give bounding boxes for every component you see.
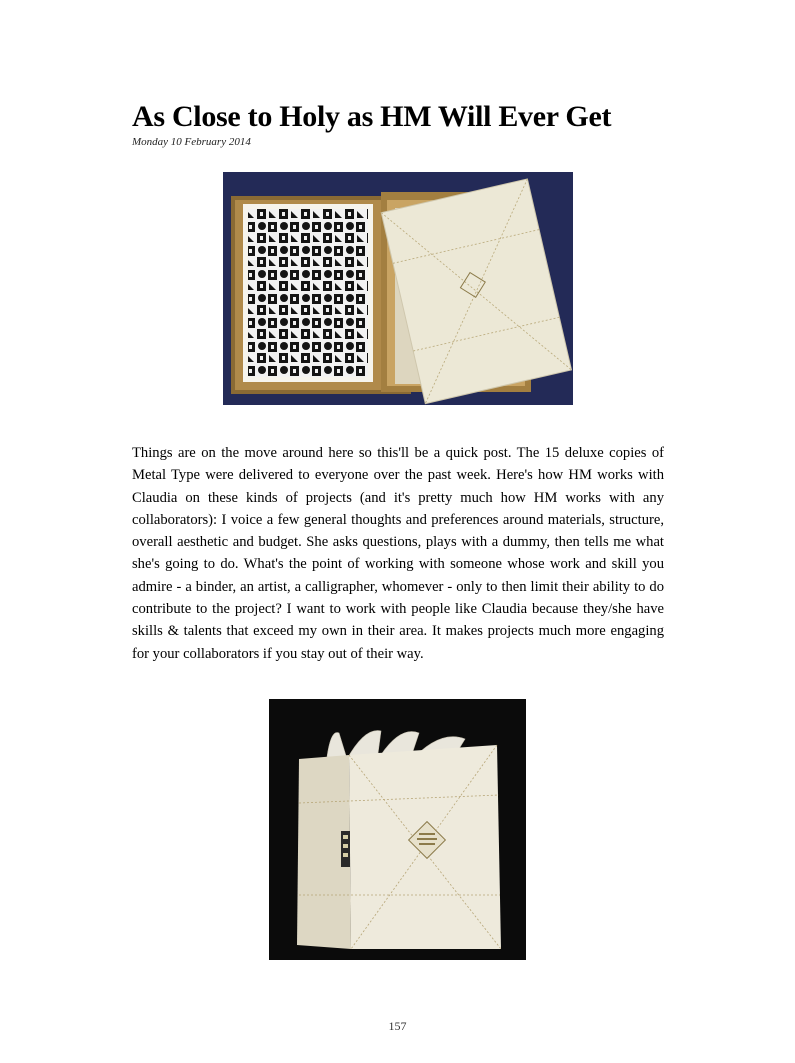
page-number: 157 <box>388 1019 407 1033</box>
boxed-book-photo <box>223 172 573 405</box>
post-date: Monday 10 February 2014 <box>132 136 251 148</box>
post-title: As Close to Holy as HM Will Ever Get <box>132 100 612 133</box>
standing-book-photo <box>269 699 526 960</box>
post-body: Things are on the move around here so this'll be a quick post. The 15 deluxe copies of Metal Type were delivered to everyone over the past week. Here's how HM works with Claudia on these kinds of projects (and it's pretty much how HM works with any collaborators): I voice a few general thoughts and preferences around materials, structure, overall aesthetic and budget. She asks questions, plays with a dummy, then tells me what she's going to do. What's the point of working with someone whose work and skill you admire - a binder, an artist, a calligrapher, whomever - only to then limit their ability to do contribute to the project? I want to work with people like Claudia because they/she have skills & talents that exceed my own in their area. It makes projects much more engaging for your collaborators if you stay out of their way. <box>132 445 664 662</box>
